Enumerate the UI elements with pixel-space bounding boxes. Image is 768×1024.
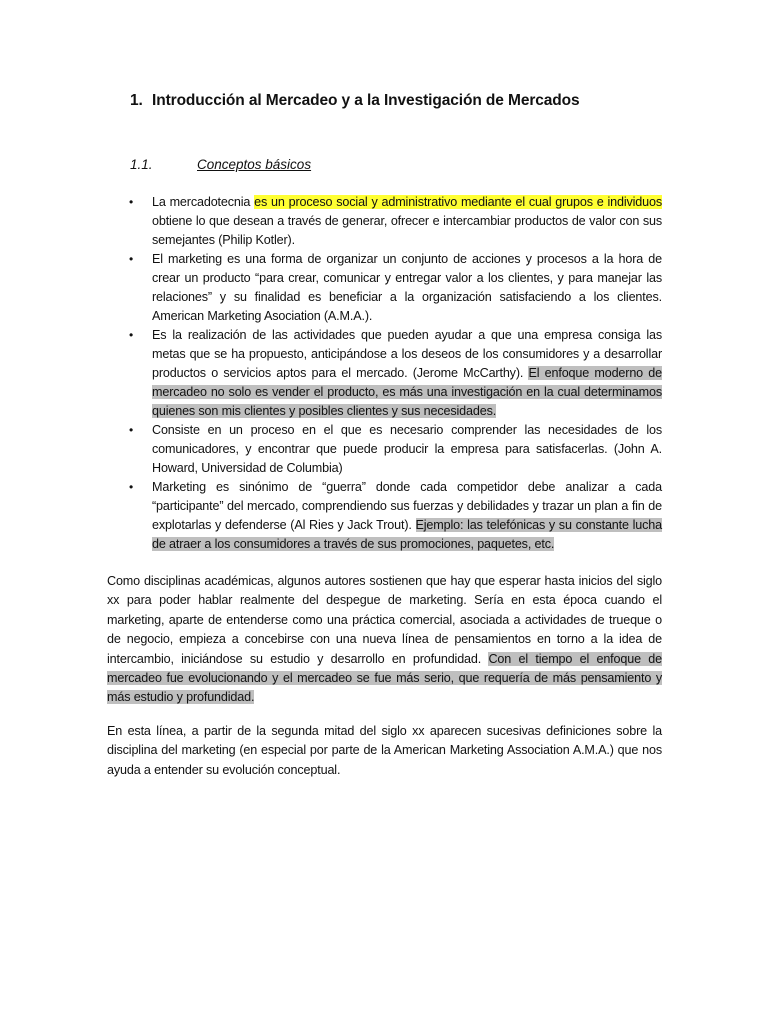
highlighted-text: Con el tiempo el enfoque de mercadeo fue evolucionando y el mercadeo se fue más serio, que requería de más pensamiento y más estudio y profundidad. xyxy=(107,651,662,705)
item-text: Consiste en un proceso en el que es necesario comprender las necesidades de los comunicadores, y encontrar que puede producir la empresa para satisfacerlas. (John A. Howard, Universidad de Columbia) xyxy=(152,423,662,475)
item-text: El marketing es una forma de organizar un conjunto de acciones y procesos a la hora de crear un producto “para crear, comunicar y entregar valor a los clientes, y para manejar las relaciones” y su finalidad es beneficiar a la organización satisfaciendo a los clientes. American Marketing Asociation (A.M.A.). xyxy=(152,252,662,323)
bullet-icon: • xyxy=(129,423,134,437)
highlighted-text: es un proceso social y administrativo mediante el cual grupos e individuos xyxy=(254,195,662,209)
bullet-icon: • xyxy=(129,328,134,342)
definitions-list xyxy=(129,193,662,554)
item-text: Marketing es sinónimo de “guerra” donde cada competidor debe analizar a cada “participante” del mercado, comprendiendo sus fuerzas y debilidades y trazar un plan a fin de explotarlas y defenderse (Al Ries y Jack Trout). xyxy=(152,480,662,532)
bullet-icon: • xyxy=(129,252,134,266)
section-heading xyxy=(130,92,580,110)
bullet-icon: • xyxy=(129,195,134,209)
subsection-number: 1.1. xyxy=(130,157,153,172)
list-item xyxy=(129,250,662,326)
body-paragraph xyxy=(107,572,662,708)
subsection-heading xyxy=(130,157,311,172)
item-text: obtiene lo que desean a través de generar, ofrecer e intercambiar productos de valor con sus semejantes (Philip Kotler). xyxy=(152,214,662,247)
highlighted-text: Ejemplo: las telefónicas y su constante lucha de atraer a los consumidores a través de sus promociones, paquetes, etc. xyxy=(152,518,662,551)
body-paragraph xyxy=(107,722,662,780)
list-item xyxy=(129,193,662,250)
subsection-title: Conceptos básicos xyxy=(197,157,312,172)
list-item xyxy=(129,326,662,421)
item-text: Es la realización de las actividades que pueden ayudar a que una empresa consiga las metas que se ha propuesto, anticipándose a los deseos de los consumidores y a desarrollar productos o servicios aptos para el mercado. (Jerome McCarthy). xyxy=(152,328,662,380)
list-item xyxy=(129,421,662,478)
paragraph-text: En esta línea, a partir de la segunda mitad del siglo xx aparecen sucesivas definiciones sobre la disciplina del marketing (en especial por parte de la American Marketing Association A.M.A.) que nos ayuda a entender su evolución conceptual. xyxy=(107,724,662,777)
bullet-icon: • xyxy=(129,480,134,494)
section-number: 1. xyxy=(130,92,143,109)
section-title: Introducción al Mercadeo y a la Investigación de Mercados xyxy=(152,92,580,109)
paragraph-text: Como disciplinas académicas, algunos autores sostienen que hay que esperar hasta inicios del siglo xx para poder hablar realmente del despegue de marketing. Sería en esta época cuando el marketing, aparte de entenderse como una práctica comercial, asociada a actividades de trueque o de negocio, empieza a concebirse con una nueva línea de pensamientos en torno a la idea de intercambio, iniciándose su estudio y desarrollo en profundidad. xyxy=(107,574,662,666)
list-item xyxy=(129,478,662,554)
item-text: La mercadotecnia xyxy=(152,195,255,209)
highlighted-text: El enfoque moderno de mercadeo no solo es vender el producto, es más una investigación en la cual determinamos quienes son mis clientes y posibles clientes y sus necesidades. xyxy=(152,366,663,418)
